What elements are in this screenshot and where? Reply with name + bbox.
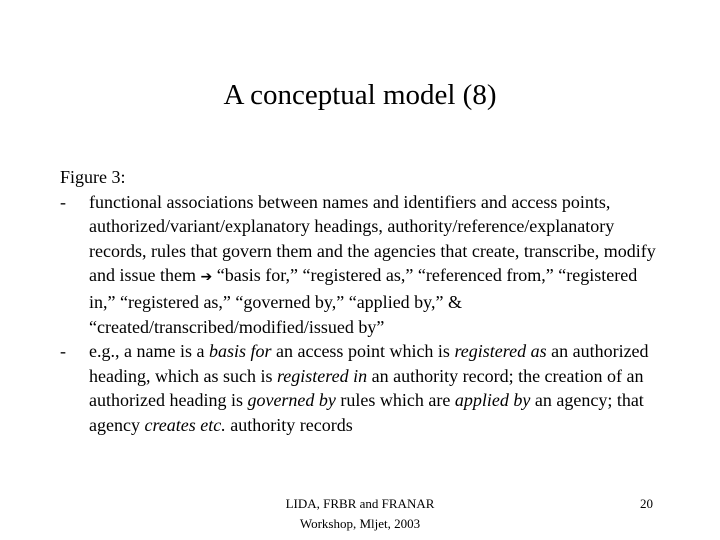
slide-footer [0, 494, 720, 534]
text-run: an access point which is [271, 341, 455, 362]
text-run: e.g., a name is a [89, 341, 209, 362]
bullet-text-part: “basis for,” “registered as,” “referenced from,” “registered in,” “registered as,” “governed by,” “applied by,” & “created/transcribed/modified/issued by” [89, 265, 638, 337]
bullet-text-part: functional associations between names and identifiers and access points, authorized/variant/explanatory headings, authority/reference/explanatory records, rules that govern them and the agencies that create, transcribe, modify and issue them [89, 191, 656, 286]
bullet-item-associations [60, 190, 660, 340]
text-run: an authority record; the creation of an authorized heading is [89, 365, 644, 411]
arrow-right-icon: ➔ [200, 269, 213, 286]
slide-title: A conceptual model (8) [223, 79, 497, 111]
text-run: an authorized heading, which as such is [89, 341, 649, 386]
bullet-dash: - [60, 191, 66, 212]
bullet-text [89, 190, 660, 340]
text-run: rules which are [335, 390, 455, 411]
page-number: 20 [640, 496, 653, 511]
slide-body [60, 165, 660, 438]
emphasis-registered-in: registered in [276, 365, 368, 386]
footer-line-2: Workshop, Mljet, 2003 [299, 516, 421, 531]
bullet-item-example [60, 339, 660, 437]
emphasis-registered-as: registered as [454, 341, 547, 362]
emphasis-basis-for: basis for [208, 341, 272, 362]
bullet-text [89, 339, 660, 437]
text-run: an agency; that agency [89, 390, 644, 435]
bullet-dash: - [60, 341, 66, 362]
figure-label: Figure 3: [60, 167, 126, 187]
footer-line-1: LIDA, FRBR and FRANAR [285, 496, 435, 511]
emphasis-creates-etc: creates etc. [144, 414, 226, 435]
text-run: authority records [225, 414, 353, 435]
emphasis-governed-by: governed by [247, 390, 336, 411]
emphasis-applied-by: applied by [454, 390, 531, 411]
